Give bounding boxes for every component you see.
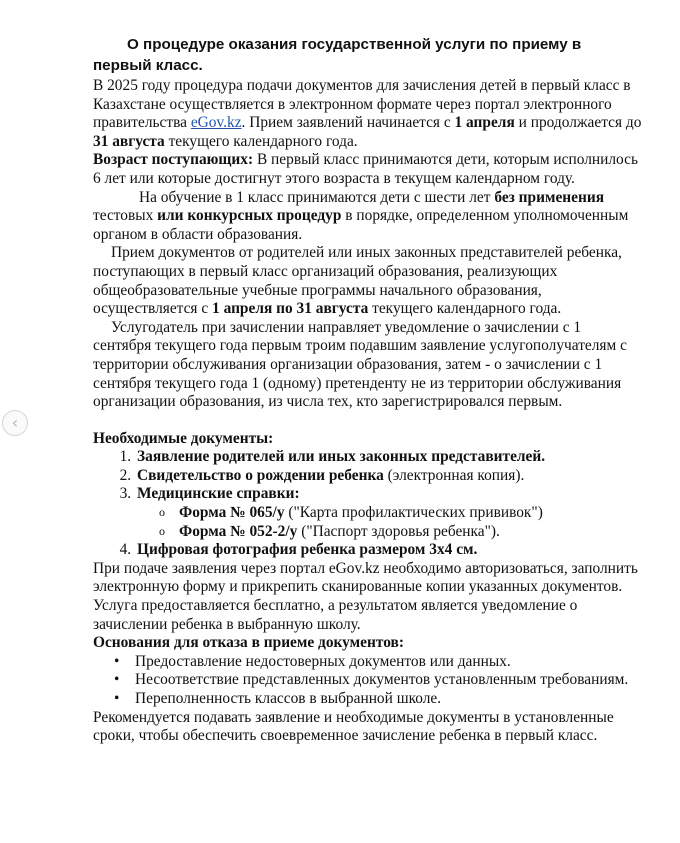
intro-paragraph: В 2025 году процедура подачи документов для зачисления детей в первый класс в Казахстане осуществляется в электронном формате через портал электронного правительства eGov.kz. Прием заявлений начинается с 1 апреля и продолжается до 31 августа текущего календарного года. bbox=[93, 77, 642, 150]
list-item: • Предоставление недостоверных документов или данных. bbox=[135, 653, 643, 672]
list-item: 1. Заявление родителей или иных законных представителей. bbox=[135, 448, 643, 467]
medical-forms-list bbox=[137, 504, 643, 541]
document-title: О процедуре оказания государственной услуги по приему в первый класс. bbox=[93, 36, 582, 74]
recommendation-paragraph: Рекомендуется подавать заявление и необходимые документы в установленные сроки, чтобы обеспечить своевременное зачисление ребенка в первый класс. bbox=[93, 708, 614, 745]
list-item: o Форма № 065/у ("Карта профилактических прививок") bbox=[179, 504, 643, 523]
list-item: • Переполненность классов в выбранной школе. bbox=[135, 690, 643, 709]
egov-link[interactable]: eGov.kz bbox=[190, 114, 242, 132]
list-item: • Несоответствие представленных документов установленным требованиям. bbox=[135, 671, 643, 690]
provider-paragraph: Услугодатель при зачислении направляет уведомление о зачислении с 1 сентября текущего года первым троим подавшим заявление услугополучателям с территории обслуживания организации образования, затем - о зачислении с 1 сентября текущего года 1 (одному) претенденту не из территории обслуживания организации образования, из числа тех, кто зарегистрировался первым. bbox=[93, 318, 627, 411]
training-paragraph: На обучение в 1 класс принимаются дети с шести лет без применения тестовых или конкурсных процедур в порядке, определенном уполномоченным органом в области образования. bbox=[93, 188, 629, 243]
reception-paragraph: Прием документов от родителей или иных законных представителей ребенка, поступающих в первый класс организаций образования, реализующих общеобразовательные учебные программы начального образования, осуществляется с 1 апреля по 31 августа текущего календарного года. bbox=[93, 244, 622, 318]
submission-paragraph: При подаче заявления через портал eGov.kz необходимо авторизоваться, заполнить электронную форму и прикрепить сканированные копии указанных документов. Услуга предоставляется бесплатно, а результатом является уведомление о зачислении ребенка в выбранную школу. bbox=[93, 559, 638, 633]
documents-heading: Необходимые документы: bbox=[93, 429, 274, 447]
age-paragraph: Возраст поступающих: В первый класс принимаются дети, которым исполнилось 6 лет или которые достигнут этого возраста в текущем календарном году. bbox=[93, 151, 638, 187]
refusal-heading: Основания для отказа в приеме документов: bbox=[93, 634, 404, 652]
list-item: 4. Цифровая фотография ребенка размером 3х4 см. bbox=[135, 541, 643, 560]
chevron-left-icon: ‹ bbox=[11, 413, 19, 432]
list-item: o Форма № 052-2/у ("Паспорт здоровья ребенка"). bbox=[179, 523, 643, 542]
list-item: 2. Свидетельство о рождении ребенка (электронная копия). bbox=[135, 467, 643, 486]
previous-slide-button[interactable] bbox=[2, 410, 28, 436]
documents-list bbox=[93, 448, 643, 560]
list-item: 3. Медицинские справки: o Форма № 065/у ("Карта профилактических прививок") o Форма № 052-2/у ("Паспорт здоровья ребенка"). bbox=[135, 485, 643, 541]
refusal-list bbox=[93, 653, 643, 709]
document-page bbox=[93, 34, 643, 746]
